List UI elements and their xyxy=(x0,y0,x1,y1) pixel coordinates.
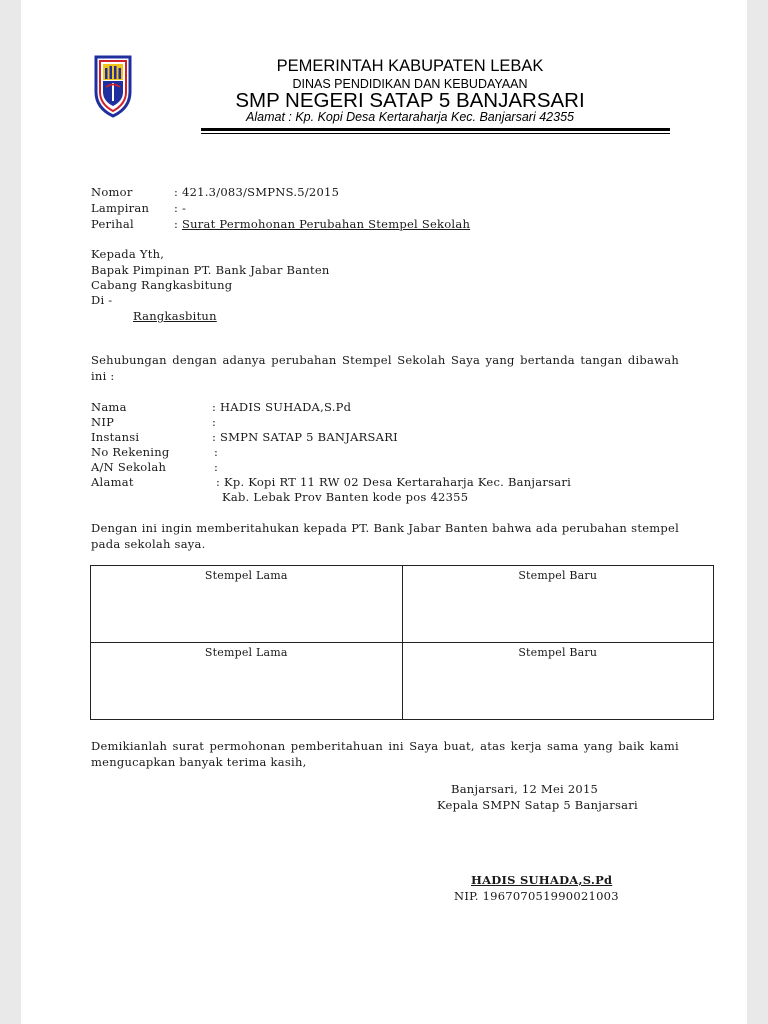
alamat-value-line2: Kab. Lebak Prov Banten kode pos 42355 xyxy=(222,490,469,504)
letterhead-address: Alamat : Kp. Kopi Desa Kertaraharja Kec. Banjarsari 42355 xyxy=(246,110,574,124)
stamp-table xyxy=(90,565,714,720)
perihal-label: Perihal xyxy=(91,217,134,231)
alamat-label: Alamat xyxy=(91,475,134,489)
intro-paragraph: Sehubungan dengan adanya perubahan Stempel Sekolah Saya yang bertanda tangan dibawah ini : xyxy=(91,353,679,383)
nama-label: Nama xyxy=(91,400,127,414)
recipient-name: Bapak Pimpinan PT. Bank Jabar Banten xyxy=(91,263,330,277)
signature-name: HADIS SUHADA,S.Pd xyxy=(471,873,613,887)
nip-label: NIP xyxy=(91,415,115,429)
recipient-greeting: Kepada Yth, xyxy=(91,247,165,261)
rekening-value: : xyxy=(214,445,219,459)
recipient-place: Rangkasbitun xyxy=(133,309,217,323)
nomor-value: : 421.3/083/SMPNS.5/2015 xyxy=(174,185,340,199)
perihal-value: Surat Permohonan Perubahan Stempel Sekolah xyxy=(182,217,471,231)
an-sekolah-label: A/N Sekolah xyxy=(91,460,167,474)
signature-place-date: Banjarsari, 12 Mei 2015 xyxy=(451,782,599,796)
school-crest-logo xyxy=(93,54,133,118)
lampiran-value: : - xyxy=(174,201,187,215)
closing-paragraph: Demikianlah surat permohonan pemberitahuan ini Saya buat, atas kerja sama yang baik kami mengucapkan banyak terima kasih, xyxy=(91,739,679,769)
letterhead-rule-thick xyxy=(201,128,670,131)
stamp-new-cell: Stempel Baru xyxy=(402,643,714,720)
notice-paragraph: Dengan ini ingin memberitahukan kepada PT. Bank Jabar Banten bahwa ada perubahan stempel pada sekolah saya. xyxy=(91,521,679,551)
signature-position: Kepala SMPN Satap 5 Banjarsari xyxy=(437,798,638,812)
letterhead-government: PEMERINTAH KABUPATEN LEBAK xyxy=(276,57,544,75)
instansi-value: : SMPN SATAP 5 BANJARSARI xyxy=(212,430,398,444)
recipient-di: Di - xyxy=(91,293,113,307)
an-sekolah-value: : xyxy=(214,460,219,474)
stamp-new-cell: Stempel Baru xyxy=(402,566,714,643)
nama-value: : HADIS SUHADA,S.Pd xyxy=(212,400,352,414)
recipient-branch: Cabang Rangkasbitung xyxy=(91,278,233,292)
instansi-label: Instansi xyxy=(91,430,140,444)
perihal-colon: : xyxy=(174,217,179,231)
alamat-value-line1: : Kp. Kopi RT 11 RW 02 Desa Kertaraharja Kec. Banjarsari xyxy=(216,475,572,489)
letter-page xyxy=(21,0,747,1024)
lampiran-label: Lampiran xyxy=(91,201,150,215)
stamp-table-row xyxy=(91,566,714,643)
stamp-old-cell: Stempel Lama xyxy=(91,643,403,720)
rekening-label: No Rekening xyxy=(91,445,170,459)
stamp-table-row xyxy=(91,643,714,720)
letterhead-rule-thin xyxy=(201,133,670,134)
signature-nip: NIP. 196707051990021003 xyxy=(454,889,619,903)
letterhead-school-name: SMP NEGERI SATAP 5 BANJARSARI xyxy=(235,89,585,112)
nomor-label: Nomor xyxy=(91,185,133,199)
stamp-old-cell: Stempel Lama xyxy=(91,566,403,643)
nip-value: : xyxy=(212,415,217,429)
letterhead-department: DINAS PENDIDIKAN DAN KEBUDAYAAN xyxy=(292,77,528,91)
